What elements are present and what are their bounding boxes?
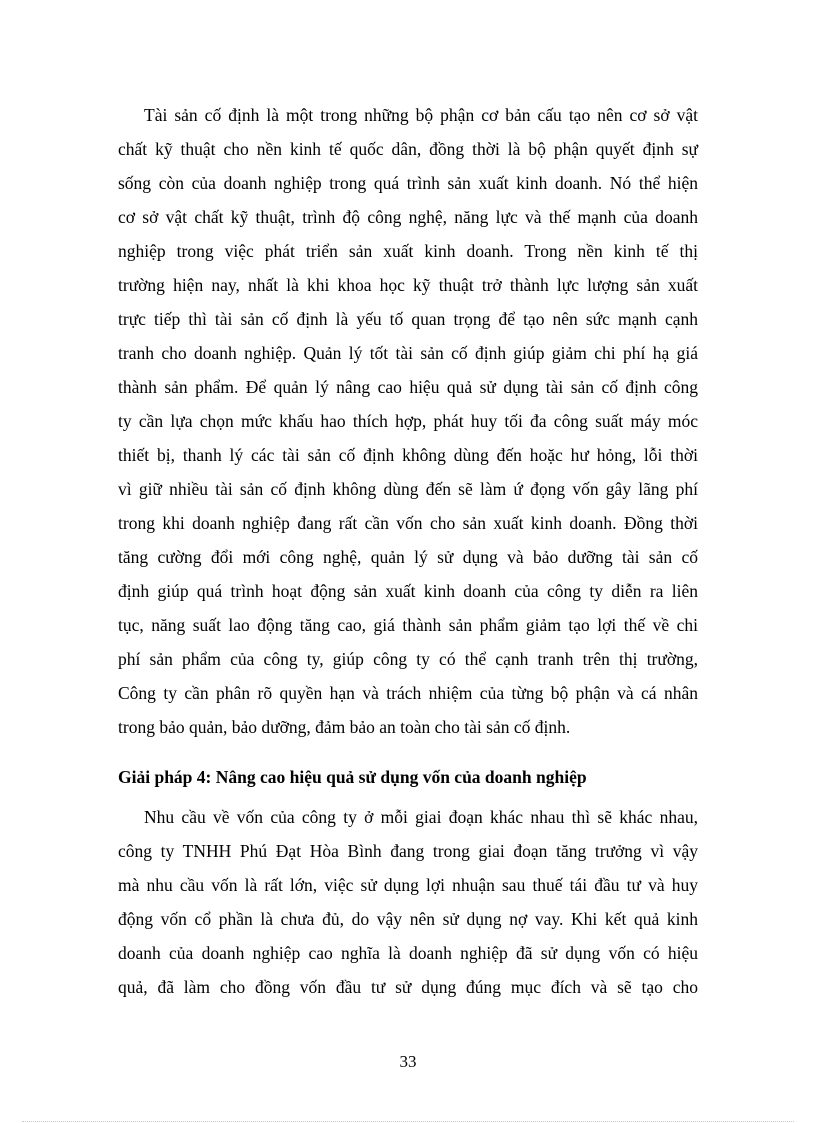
paragraph-2-line: động vốn cổ phần là chưa đủ, do vậy nên sử dụng nợ vay. Khi kết quả kinh bbox=[118, 909, 698, 929]
paragraph-1-line: Công ty cần phân rõ quyền hạn và trách nhiệm của từng bộ phận và cá nhân bbox=[118, 683, 698, 703]
paragraph-2-line: Nhu cầu về vốn của công ty ở mỗi giai đoạn khác nhau thì sẽ khác nhau, bbox=[144, 807, 698, 827]
paragraph-1-line: thiết bị, thanh lý các tài sản cố định không dùng đến hoặc hư hỏng, lỗi thời bbox=[118, 445, 698, 465]
paragraph-1-line: trực tiếp thì tài sản cố định là yếu tố quan trọng để tạo nên sức mạnh cạnh bbox=[118, 309, 698, 329]
paragraph-1-line: cơ sở vật chất kỹ thuật, trình độ công nghệ, năng lực và thế mạnh của doanh bbox=[118, 207, 698, 227]
paragraph-1-line: ty cần lựa chọn mức khấu hao thích hợp, phát huy tối đa công suất máy móc bbox=[118, 411, 698, 431]
paragraph-1-line: tục, năng suất lao động tăng cao, giá thành sản phẩm giảm tạo lợi thế về chi bbox=[118, 615, 698, 635]
page-bottom-divider bbox=[22, 1121, 794, 1122]
paragraph-1-line: chất kỹ thuật cho nền kinh tế quốc dân, đồng thời là bộ phận quyết định sự bbox=[118, 139, 698, 159]
paragraph-2-line: công ty TNHH Phú Đạt Hòa Bình đang trong giai đoạn tăng trưởng vì vậy bbox=[118, 841, 698, 861]
paragraph-1-line: vì giữ nhiều tài sản cố định không dùng đến sẽ làm ứ đọng vốn gây lãng phí bbox=[118, 479, 698, 499]
paragraph-1-line: tăng cường đổi mới công nghệ, quản lý sử dụng và bảo dưỡng tài sản cố bbox=[118, 547, 698, 567]
paragraph-1-line: trường hiện nay, nhất là khi khoa học kỹ thuật trở thành lực lượng sản xuất bbox=[118, 275, 698, 295]
paragraph-1-line: thành sản phẩm. Để quản lý nâng cao hiệu quả sử dụng tài sản cố định công bbox=[118, 377, 698, 397]
paragraph-1-line: trong bảo quản, bảo dưỡng, đảm bảo an toàn cho tài sản cố định. bbox=[118, 717, 571, 737]
paragraph-1-line: trong khi doanh nghiệp đang rất cần vốn cho sản xuất kinh doanh. Đồng thời bbox=[118, 513, 698, 533]
paragraph-1-line: Tài sản cố định là một trong những bộ phận cơ bản cấu tạo nên cơ sở vật bbox=[144, 105, 698, 125]
paragraph-1-line: tranh cho doanh nghiệp. Quản lý tốt tài sản cố định giúp giảm chi phí hạ giá bbox=[118, 343, 698, 363]
page-number: 33 bbox=[399, 1052, 417, 1071]
paragraph-1-line: định giúp quá trình hoạt động sản xuất kinh doanh của công ty diễn ra liên bbox=[118, 581, 698, 601]
paragraph-1-line: phí sản phẩm của công ty, giúp công ty có thể cạnh tranh trên thị trường, bbox=[118, 649, 698, 669]
paragraph-1-line: sống còn của doanh nghiệp trong quá trình sản xuất kinh doanh. Nó thể hiện bbox=[118, 173, 698, 193]
paragraph-2-line: doanh của doanh nghiệp cao nghĩa là doanh nghiệp đã sử dụng vốn có hiệu bbox=[118, 943, 698, 963]
paragraph-2-line: mà nhu cầu vốn là rất lớn, việc sử dụng lợi nhuận sau thuế tái đầu tư và huy bbox=[118, 875, 698, 895]
section-heading: Giải pháp 4: Nâng cao hiệu quả sử dụng vốn của doanh nghiệp bbox=[118, 767, 587, 787]
paragraph-1-line: nghiệp trong việc phát triển sản xuất kinh doanh. Trong nền kinh tế thị bbox=[118, 241, 698, 261]
paragraph-2-line: quả, đã làm cho đồng vốn đầu tư sử dụng đúng mục đích và sẽ tạo cho bbox=[118, 977, 698, 997]
